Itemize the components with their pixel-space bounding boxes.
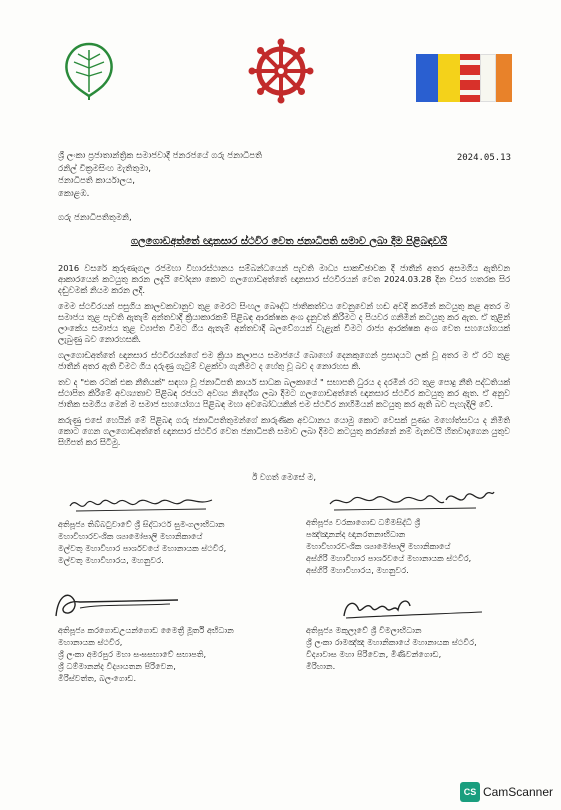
address-line: කොළඹ.: [58, 188, 90, 199]
signatory-line: ශ්‍රී ලංකා අමරපුර මහා සංඝසභාවේ සභාපති,: [58, 649, 207, 659]
camscanner-icon: CS: [460, 782, 480, 802]
signatory-line: අස්ගිරි මහාවිහාර පාර්ශවයේ මහානායක ස්ථවිර,: [306, 553, 472, 563]
body-paragraph: කරුණු එසේ හෙයින් මේ පිළිබඳ ගරු ජනාධිපතිතුමන්ගේ කාරුණික අවධානය යොමු කොට වෙසක් පුණ්‍ය මහෝත්සවය ද නිමිති කොට ගෙන ගලගොඩඅත්තේ ඥානසාර ස්ථවිර වෙත ජනාධිපති සමාව ලබා දීමට කටයුතු කරන්නේ නම් මැනවයි හිතවාදාගෙන යුතුව සිහිපත් කර සිටිමු.: [58, 415, 510, 447]
signature-image: [326, 486, 496, 516]
signatory-line: මහානායක ස්ථවිර,: [58, 637, 123, 647]
signatory-line: අස්ගිරි මහාවිහාරය, මහනුවර.: [306, 565, 409, 575]
body-paragraph: 2016 වසරේ කුරුණෑගල රජමහා විහාරස්ථානය සම්බන්ධයෙන් පැවති මාධ්‍ය සාකච්ඡාවක දී ජාතීන් අතර අසමගිය ඇතිවන ආකාරයෙන් කටයුතු කරන ලදැයි චෝදනා කොට ගලගොඩඅත්තේ ඥානසාර ස්ථවිරයන් වෙත 2024.03.28 දින වසර හතරක සිර දඬුවමක් නියම කරන ලදී.: [58, 263, 510, 295]
signature-image: [50, 586, 190, 624]
signatory-line: මහාවිහාරවංශික ශ්‍යාමෝපාලි මහානිකායේ: [58, 531, 203, 541]
letter-subject: ගලගොඩඅත්තේ ඥානසාර ස්ථවිර වෙත ජනාධිපති සමාව ලබා දීම පිළිබඳවයි: [130, 236, 448, 247]
recipient-address: [58, 150, 262, 200]
address-line: රනිල් වික්‍රමසිංහ මැතිතුමා,: [58, 163, 151, 174]
signatory-line: මිරිස්වත්ත, බලංගොඩ.: [58, 673, 137, 683]
signature-image: [336, 592, 486, 624]
letter-body: [58, 263, 510, 453]
buddhist-flag-icon: [416, 54, 512, 102]
signatory-line: අතිපූජ්‍ය කරගොඩඋයන්ගොඩ මෛත්‍රී මූර්ති අභිධාන: [58, 625, 234, 635]
body-paragraph: ගලගොඩඅත්තේ ඥානසාර ස්ථවිරයන්ගේ එම ක්‍රියා කලාපය සමාජයේ බොහෝ දෙනකුගෙන් ප්‍රසාදයට ලක් වූ අතර ම ඒ රට තුළ ජාතීන් අතර ඇති විමට ගිය දරුණු ගැටුම් වළක්වා ගැනීමට ද හේතු වූ බව ද නොරහස කි.: [58, 350, 510, 371]
signatory-line: මල්වතු මහාවිහාර පාර්ශවයේ මහානායක ස්ථවිර,: [58, 543, 227, 553]
body-paragraph: මෙම ස්ථවිරයන් පසුගිය කාලවකවානුව තුළ මෙරට සිංහල බෞද්ධ ජාතිකත්වය වෙනුවෙන් හඬ අවදි කරමින් කටයුතු කළ අතර ම සමාජය තුළ පැවති ඇතැම් අන්තවාදී ක්‍රියාකාරකම් පිළිබඳ ආරක්ෂක අංශ දැනුවත් කිරීමට ද පියවර ගනිමින් කටයුතු කර ඇත. ඒ තුළින් ලාංකේය සමාජය තුළ ව්‍යාප්ත වීමට ගිය ඇතැම් අන්තවාදී බලවේගයන් වැළැක් වීමට රාජ්‍ය ආරක්ෂක අංශ වෙත සහයෝගයක් ලැබුණු බව නොරහසකි.: [58, 301, 510, 344]
signatory-line: අතිපූජ්‍ය වරකාගොඩ ධම්මසිද්ධි ශ්‍රී: [306, 517, 421, 527]
signatory-block: [306, 624, 477, 672]
signatory-line: විද්‍යාවාස මහා පිරිවෙන, මිණිවන්ගොඩ,: [306, 649, 442, 659]
signatory-block: [58, 518, 226, 566]
body-paragraph: තව ද "එක රටක් එක නීතියක්" සඳහා වූ ජනාධිපති කාර්ය සාධක බලකායේ " සභාපති ධුරය ද දරමින් රට තුළ පොදු නීති පද්ධතියක් ස්ථාපිත කිරීමේ අවශ්‍යතාව පිළිබඳ රජයට අවශ්‍ය නිර්දේශ ලබා දීමට ගලගොඩඅත්තේ ඥානසාර ස්ථවිර කටයුතු කර ඇත. ඒ අනුව ජාතික සමගිය මෙන් ම සමාජ සහයෝගය පිළිබඳ මහා අවබෝධයකින් එම ස්ථවිර නාහිමියන් කටයුතු කර ඇති බව පැහැදිලි වේ.: [58, 377, 510, 409]
letter-date: 2024.05.13: [456, 153, 511, 163]
camscanner-label: CamScanner: [482, 785, 553, 799]
signatory-line: මහාවිහාරවංශික ශ්‍යාමෝපාලි මහානිකායේ: [306, 541, 451, 551]
address-line: ශ්‍රී ලංකා ප්‍රජාතාන්ත්‍රික සමාජවාදී ජනරජයේ ගරු ජනාධිපති: [58, 151, 263, 161]
signatory-line: අතිපූජ්‍ය තිබ්බටුවාවේ ශ්‍රී සිද්ධාර්ථ සුමංගලාභිධාන: [58, 519, 225, 529]
address-line: ජනාධිපති කාර්යාලය,: [58, 176, 135, 186]
camscanner-watermark: [460, 782, 553, 802]
signatory-block: [58, 624, 234, 684]
signature-image: [66, 492, 216, 518]
signatory-line: මිරිහාන.: [306, 661, 336, 671]
salutation: ගරු ජනාධිපතිතුමනි,: [58, 213, 132, 223]
signatory-line: පඤ්ඤානන්ද ඥානරතනාභිධාන: [306, 529, 406, 539]
closing-line: ඊ වගත් මෙසේ ම,: [251, 472, 317, 482]
signatory-block: [306, 516, 471, 576]
signatory-line: ශ්‍රී ධම්මානන්ද විද්‍යායතන පිරිවෙන,: [58, 661, 176, 671]
signatory-line: මල්වතු මහාවිහාරය, මහනුවර.: [58, 555, 164, 565]
signatory-line: අතිපූජ්‍ය මකුලෑවේ ශ්‍රී විමලාභිධාන: [306, 625, 422, 635]
dharma-wheel-icon: [248, 38, 314, 104]
bodhi-leaf-icon: [58, 38, 120, 100]
signatory-line: ශ්‍රී ලංකා රාමඤ්ඤ මහානිකායේ මහානායක ස්ථවිර,: [306, 637, 477, 647]
